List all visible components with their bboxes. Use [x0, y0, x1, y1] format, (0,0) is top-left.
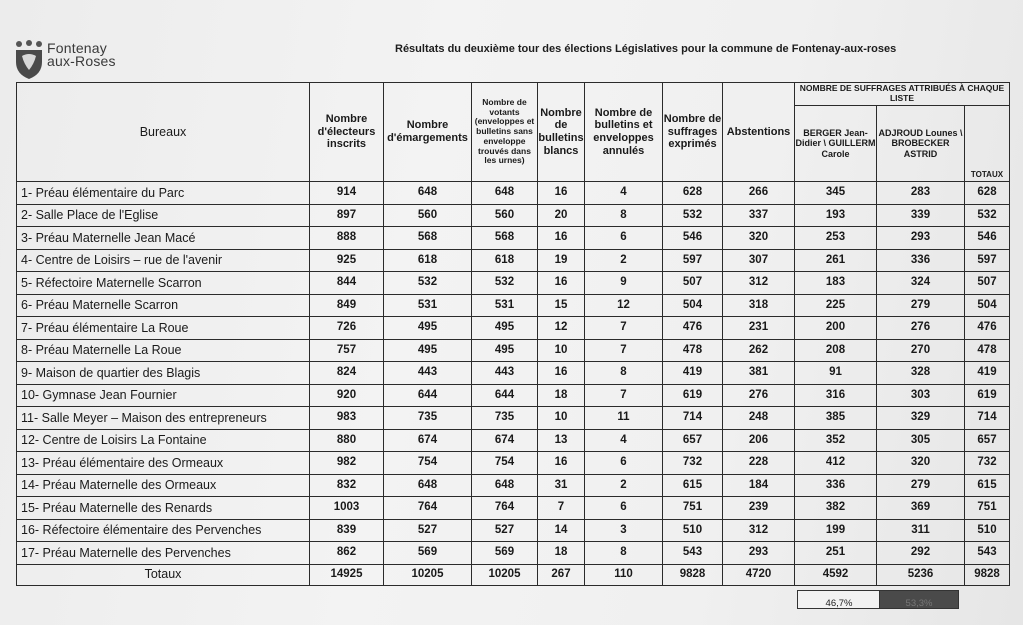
cell-cand2: 328 — [877, 362, 965, 385]
cell-inscrits: 982 — [310, 452, 384, 475]
cell-exprimes: 619 — [663, 384, 723, 407]
cell-abstentions: 318 — [723, 294, 795, 317]
table-row — [17, 384, 1010, 407]
cell-votants: 495 — [472, 339, 538, 362]
header-candidate-2: ADJROUD Lounes \ BROBECKER ASTRID — [877, 106, 965, 182]
bureau-name: 12- Centre de Loisirs La Fontaine — [17, 429, 310, 452]
totals-label: Totaux — [17, 564, 310, 585]
cell-exprimes: 657 — [663, 429, 723, 452]
cell-inscrits: 1003 — [310, 497, 384, 520]
cell-abstentions: 206 — [723, 429, 795, 452]
cell-cand2: 276 — [877, 317, 965, 340]
logo-line-1: Fontenay — [47, 40, 107, 56]
cell-annules: 8 — [585, 204, 663, 227]
table-row — [17, 362, 1010, 385]
table-row — [17, 272, 1010, 295]
cell-blancs: 12 — [538, 317, 585, 340]
cell-cand1: 225 — [795, 294, 877, 317]
cell-inscrits: 849 — [310, 294, 384, 317]
cell-abstentions: 231 — [723, 317, 795, 340]
table-row — [17, 317, 1010, 340]
cell-cand2: 369 — [877, 497, 965, 520]
cell-annules: 7 — [585, 339, 663, 362]
bureau-name: 9- Maison de quartier des Blagis — [17, 362, 310, 385]
cell-annules: 7 — [585, 384, 663, 407]
cell-emargements: 648 — [384, 474, 472, 497]
cell-cand2: 279 — [877, 294, 965, 317]
cell-exprimes: 532 — [663, 204, 723, 227]
cell-abstentions: 184 — [723, 474, 795, 497]
cell-cand2: 311 — [877, 519, 965, 542]
cell-exprimes: 476 — [663, 317, 723, 340]
results-table — [16, 82, 1010, 586]
cell-total: 732 — [965, 452, 1010, 475]
cell-cand2: 293 — [877, 227, 965, 250]
cell-emargements: 735 — [384, 407, 472, 430]
cell-votants: 532 — [472, 272, 538, 295]
cell-total: 543 — [965, 542, 1010, 565]
cell-abstentions: 312 — [723, 519, 795, 542]
cell-blancs: 19 — [538, 249, 585, 272]
cell-total: 751 — [965, 497, 1010, 520]
header-annules: Nombre de bulletins et enveloppes annulés — [585, 83, 663, 182]
cell-votants: 560 — [472, 204, 538, 227]
cell-blancs: 16 — [538, 227, 585, 250]
bureau-name: 15- Préau Maternelle des Renards — [17, 497, 310, 520]
total-cand1: 4592 — [795, 564, 877, 585]
header-exprimes: Nombre de suffrages exprimés — [663, 83, 723, 182]
cell-blancs: 16 — [538, 452, 585, 475]
cell-exprimes: 628 — [663, 182, 723, 205]
cell-emargements: 443 — [384, 362, 472, 385]
cell-blancs: 18 — [538, 384, 585, 407]
cell-emargements: 618 — [384, 249, 472, 272]
bureau-name: 11- Salle Meyer – Maison des entrepreneurs — [17, 407, 310, 430]
cell-inscrits: 914 — [310, 182, 384, 205]
table-row — [17, 474, 1010, 497]
cell-emargements: 560 — [384, 204, 472, 227]
cell-cand2: 292 — [877, 542, 965, 565]
header-votants: Nombre de votants (enveloppes et bulletins sans enveloppe trouvés dans les urnes) — [472, 83, 538, 182]
cell-cand2: 339 — [877, 204, 965, 227]
cell-cand1: 208 — [795, 339, 877, 362]
cell-emargements: 532 — [384, 272, 472, 295]
cell-inscrits: 832 — [310, 474, 384, 497]
cell-abstentions: 337 — [723, 204, 795, 227]
header-blancs: Nombre de bulletins blancs — [538, 83, 585, 182]
cell-inscrits: 726 — [310, 317, 384, 340]
cell-abstentions: 276 — [723, 384, 795, 407]
cell-cand1: 316 — [795, 384, 877, 407]
cell-cand1: 261 — [795, 249, 877, 272]
cell-votants: 568 — [472, 227, 538, 250]
cell-abstentions: 262 — [723, 339, 795, 362]
cell-exprimes: 615 — [663, 474, 723, 497]
cell-emargements: 527 — [384, 519, 472, 542]
cell-cand1: 199 — [795, 519, 877, 542]
bureau-name: 10- Gymnase Jean Fournier — [17, 384, 310, 407]
table-row — [17, 429, 1010, 452]
cell-annules: 8 — [585, 542, 663, 565]
header-emargements: Nombre d'émargements — [384, 83, 472, 182]
cell-blancs: 7 — [538, 497, 585, 520]
cell-total: 507 — [965, 272, 1010, 295]
cell-votants: 648 — [472, 182, 538, 205]
table-row — [17, 294, 1010, 317]
cell-total: 419 — [965, 362, 1010, 385]
header-group-suffrages: NOMBRE DE SUFFRAGES ATTRIBUÉS À CHAQUE LISTE — [795, 83, 1010, 106]
cell-inscrits: 983 — [310, 407, 384, 430]
cell-blancs: 20 — [538, 204, 585, 227]
cell-exprimes: 510 — [663, 519, 723, 542]
cell-inscrits: 920 — [310, 384, 384, 407]
cell-cand1: 385 — [795, 407, 877, 430]
cell-votants: 754 — [472, 452, 538, 475]
cell-emargements: 754 — [384, 452, 472, 475]
header-abstentions: Abstentions — [723, 83, 795, 182]
cell-votants: 648 — [472, 474, 538, 497]
cell-votants: 674 — [472, 429, 538, 452]
cell-cand2: 279 — [877, 474, 965, 497]
cell-inscrits: 839 — [310, 519, 384, 542]
cell-emargements: 531 — [384, 294, 472, 317]
total-abstentions: 4720 — [723, 564, 795, 585]
cell-cand1: 251 — [795, 542, 877, 565]
logo-line-2: aux-Roses — [47, 53, 116, 69]
bureau-name: 16- Réfectoire élémentaire des Pervenches — [17, 519, 310, 542]
cell-exprimes: 714 — [663, 407, 723, 430]
cell-total: 619 — [965, 384, 1010, 407]
cell-exprimes: 751 — [663, 497, 723, 520]
page-title: Résultats du deuxième tour des élections Législatives pour la commune de Fontenay-aux-roses — [395, 43, 897, 55]
table-row — [17, 339, 1010, 362]
total-cand2: 5236 — [877, 564, 965, 585]
table-row — [17, 249, 1010, 272]
cell-annules: 6 — [585, 497, 663, 520]
cell-cand2: 336 — [877, 249, 965, 272]
header-bureaux: Bureaux — [17, 83, 310, 182]
cell-votants: 644 — [472, 384, 538, 407]
header-inscrits: Nombre d'électeurs inscrits — [310, 83, 384, 182]
cell-total: 628 — [965, 182, 1010, 205]
table-row — [17, 497, 1010, 520]
cell-total: 714 — [965, 407, 1010, 430]
cell-annules: 8 — [585, 362, 663, 385]
cell-exprimes: 543 — [663, 542, 723, 565]
cell-emargements: 569 — [384, 542, 472, 565]
cell-cand1: 91 — [795, 362, 877, 385]
cell-cand1: 183 — [795, 272, 877, 295]
bureau-name: 5- Réfectoire Maternelle Scarron — [17, 272, 310, 295]
cell-cand1: 336 — [795, 474, 877, 497]
cell-blancs: 14 — [538, 519, 585, 542]
header-totaux: TOTAUX — [965, 106, 1010, 182]
table-row — [17, 542, 1010, 565]
cell-inscrits: 844 — [310, 272, 384, 295]
bureau-name: 1- Préau élémentaire du Parc — [17, 182, 310, 205]
cell-abstentions: 307 — [723, 249, 795, 272]
cell-cand2: 329 — [877, 407, 965, 430]
table-row — [17, 519, 1010, 542]
cell-annules: 7 — [585, 317, 663, 340]
cell-votants: 569 — [472, 542, 538, 565]
total-total: 9828 — [965, 564, 1010, 585]
cell-exprimes: 546 — [663, 227, 723, 250]
cell-exprimes: 504 — [663, 294, 723, 317]
table-row — [17, 407, 1010, 430]
cell-total: 532 — [965, 204, 1010, 227]
cell-exprimes: 507 — [663, 272, 723, 295]
cell-annules: 2 — [585, 249, 663, 272]
cell-votants: 531 — [472, 294, 538, 317]
cell-inscrits: 897 — [310, 204, 384, 227]
cell-exprimes: 732 — [663, 452, 723, 475]
cell-annules: 3 — [585, 519, 663, 542]
bureau-name: 13- Préau élémentaire des Ormeaux — [17, 452, 310, 475]
bureau-name: 2- Salle Place de l'Eglise — [17, 204, 310, 227]
cell-cand2: 324 — [877, 272, 965, 295]
cell-exprimes: 478 — [663, 339, 723, 362]
cell-exprimes: 419 — [663, 362, 723, 385]
cell-annules: 11 — [585, 407, 663, 430]
city-logo — [14, 40, 134, 82]
cell-total: 546 — [965, 227, 1010, 250]
cell-total: 504 — [965, 294, 1010, 317]
cell-emargements: 648 — [384, 182, 472, 205]
cell-blancs: 31 — [538, 474, 585, 497]
cell-abstentions: 293 — [723, 542, 795, 565]
cell-blancs: 18 — [538, 542, 585, 565]
cell-emargements: 764 — [384, 497, 472, 520]
cell-cand1: 200 — [795, 317, 877, 340]
percentage-candidate-2: 53,3% — [879, 590, 959, 609]
table-row — [17, 227, 1010, 250]
percentage-candidate-1: 46,7% — [797, 590, 881, 609]
cell-blancs: 10 — [538, 407, 585, 430]
cell-cand1: 382 — [795, 497, 877, 520]
bureau-name: 4- Centre de Loisirs – rue de l'avenir — [17, 249, 310, 272]
cell-emargements: 495 — [384, 339, 472, 362]
cell-votants: 527 — [472, 519, 538, 542]
cell-total: 478 — [965, 339, 1010, 362]
bureau-name: 6- Préau Maternelle Scarron — [17, 294, 310, 317]
cell-inscrits: 888 — [310, 227, 384, 250]
totals-row — [17, 564, 1010, 585]
total-inscrits: 14925 — [310, 564, 384, 585]
bureau-name: 17- Préau Maternelle des Pervenches — [17, 542, 310, 565]
cell-cand2: 270 — [877, 339, 965, 362]
total-votants: 10205 — [472, 564, 538, 585]
cell-annules: 9 — [585, 272, 663, 295]
cell-votants: 735 — [472, 407, 538, 430]
cell-inscrits: 925 — [310, 249, 384, 272]
cell-abstentions: 320 — [723, 227, 795, 250]
cell-abstentions: 381 — [723, 362, 795, 385]
cell-cand1: 345 — [795, 182, 877, 205]
cell-annules: 6 — [585, 452, 663, 475]
cell-emargements: 644 — [384, 384, 472, 407]
total-annules: 110 — [585, 564, 663, 585]
cell-cand2: 305 — [877, 429, 965, 452]
cell-annules: 12 — [585, 294, 663, 317]
cell-blancs: 16 — [538, 272, 585, 295]
cell-cand2: 283 — [877, 182, 965, 205]
cell-votants: 495 — [472, 317, 538, 340]
bureau-name: 8- Préau Maternelle La Roue — [17, 339, 310, 362]
cell-total: 476 — [965, 317, 1010, 340]
cell-cand1: 412 — [795, 452, 877, 475]
cell-cand1: 253 — [795, 227, 877, 250]
cell-inscrits: 880 — [310, 429, 384, 452]
cell-total: 657 — [965, 429, 1010, 452]
cell-votants: 618 — [472, 249, 538, 272]
cell-annules: 6 — [585, 227, 663, 250]
cell-annules: 4 — [585, 182, 663, 205]
cell-cand2: 303 — [877, 384, 965, 407]
cell-abstentions: 228 — [723, 452, 795, 475]
cell-inscrits: 757 — [310, 339, 384, 362]
table-row — [17, 452, 1010, 475]
cell-votants: 764 — [472, 497, 538, 520]
cell-blancs: 16 — [538, 182, 585, 205]
cell-abstentions: 248 — [723, 407, 795, 430]
table-row — [17, 182, 1010, 205]
bureau-name: 7- Préau élémentaire La Roue — [17, 317, 310, 340]
cell-exprimes: 597 — [663, 249, 723, 272]
cell-blancs: 16 — [538, 362, 585, 385]
cell-total: 597 — [965, 249, 1010, 272]
cell-cand2: 320 — [877, 452, 965, 475]
cell-votants: 443 — [472, 362, 538, 385]
total-exprimes: 9828 — [663, 564, 723, 585]
header-candidate-1: BERGER Jean-Didier \ GUILLERM Carole — [795, 106, 877, 182]
cell-emargements: 495 — [384, 317, 472, 340]
cell-inscrits: 824 — [310, 362, 384, 385]
cell-total: 510 — [965, 519, 1010, 542]
crest-icon — [14, 40, 44, 80]
cell-blancs: 13 — [538, 429, 585, 452]
cell-inscrits: 862 — [310, 542, 384, 565]
cell-total: 615 — [965, 474, 1010, 497]
cell-cand1: 193 — [795, 204, 877, 227]
cell-abstentions: 239 — [723, 497, 795, 520]
cell-cand1: 352 — [795, 429, 877, 452]
cell-abstentions: 266 — [723, 182, 795, 205]
total-emargements: 10205 — [384, 564, 472, 585]
cell-annules: 4 — [585, 429, 663, 452]
cell-blancs: 10 — [538, 339, 585, 362]
cell-emargements: 568 — [384, 227, 472, 250]
cell-emargements: 674 — [384, 429, 472, 452]
bureau-name: 3- Préau Maternelle Jean Macé — [17, 227, 310, 250]
total-blancs: 267 — [538, 564, 585, 585]
cell-annules: 2 — [585, 474, 663, 497]
table-row — [17, 204, 1010, 227]
cell-blancs: 15 — [538, 294, 585, 317]
cell-abstentions: 312 — [723, 272, 795, 295]
bureau-name: 14- Préau Maternelle des Ormeaux — [17, 474, 310, 497]
